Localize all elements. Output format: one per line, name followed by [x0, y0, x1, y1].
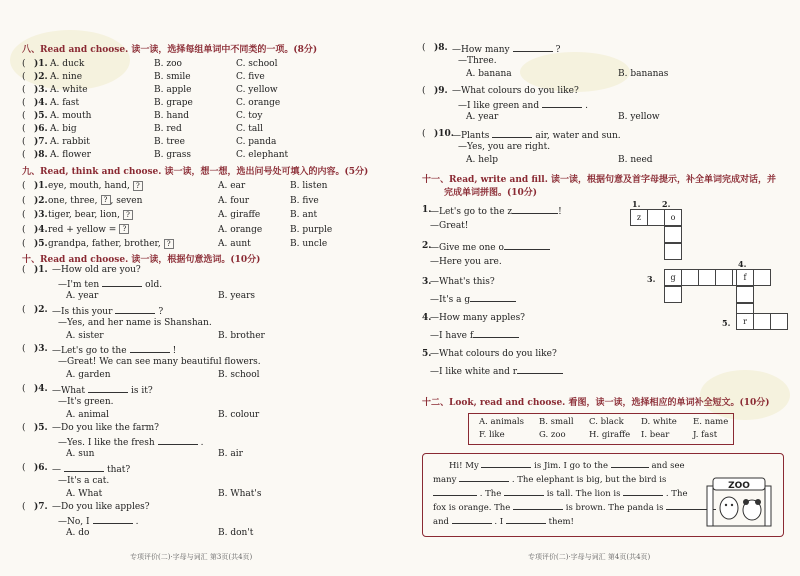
option-a[interactable]: A. aunt	[218, 239, 251, 249]
option-a[interactable]: A. ear	[218, 181, 246, 191]
puzzle-cell[interactable]: o	[664, 209, 682, 226]
dialogue-line-2: —I like white and r	[430, 364, 563, 378]
answer-blank[interactable]	[517, 364, 563, 374]
option-a[interactable]: A. do	[66, 528, 90, 538]
puzzle-cell[interactable]	[664, 243, 682, 260]
option-b[interactable]: B. uncle	[290, 239, 328, 249]
question-number: )4.	[34, 383, 48, 394]
dialogue-line-1: —Is this your ?	[52, 304, 163, 318]
puzzle-cell[interactable]	[664, 226, 682, 243]
option-b[interactable]: B. purple	[290, 224, 333, 235]
puzzle-number: 5.	[722, 318, 731, 328]
answer-paren[interactable]: (	[22, 265, 26, 275]
option-b[interactable]: B. brother	[218, 330, 265, 341]
puzzle-cell[interactable]	[664, 286, 682, 303]
option-b[interactable]: B. grape	[154, 98, 193, 108]
dialogue-line-1: — that?	[52, 462, 130, 476]
option-a[interactable]: A. big	[50, 124, 77, 134]
dialogue-line-2: —I like green and .	[458, 98, 588, 112]
option-b[interactable]: B. tree	[154, 137, 185, 147]
question-number: )2.	[34, 195, 48, 206]
option-c[interactable]: C. school	[236, 59, 278, 69]
question-sequence: grandpa, father, brother, ?	[48, 238, 174, 250]
section-11-title: 十一、Read, write and fill. 读一读，根据句意及首字母提示，补全单词完成对话，并	[422, 175, 776, 185]
question-number: )1.	[34, 265, 48, 275]
puzzle-cell[interactable]	[715, 269, 733, 286]
question-number: )2.	[34, 304, 48, 315]
answer-paren[interactable]: (	[22, 85, 26, 95]
question-mark-box: ?	[123, 210, 133, 220]
answer-paren[interactable]: (	[22, 137, 26, 147]
zoo-illustration	[705, 464, 775, 528]
answer-paren[interactable]: (	[422, 86, 426, 96]
option-b[interactable]: B. zoo	[154, 59, 182, 69]
question-number: 2.	[422, 241, 432, 251]
dialogue-line-2: —Three.	[458, 56, 497, 66]
dialogue-line-2: —It's green.	[58, 396, 114, 407]
option-b[interactable]: B. five	[290, 195, 319, 206]
question-number: )6.	[34, 462, 48, 473]
reading-passage	[422, 453, 784, 537]
puzzle-cell[interactable]: f	[736, 269, 754, 286]
puzzle-number: 3.	[647, 274, 656, 284]
option-a[interactable]: A. duck	[50, 59, 85, 69]
question-number: )4.	[34, 98, 48, 108]
dialogue-line-1: —Give me one o	[430, 240, 550, 254]
question-number: )6.	[34, 124, 48, 134]
option-a[interactable]: A. animal	[66, 409, 110, 420]
option-c[interactable]: C. toy	[236, 111, 263, 121]
word-option: E. name	[693, 417, 729, 427]
answer-paren[interactable]: (	[22, 423, 26, 433]
dialogue-line-2: —Great! We can see many beautiful flowers.	[58, 357, 261, 367]
option-b[interactable]: B. hand	[154, 111, 190, 121]
option-b[interactable]: B. yellow	[618, 112, 660, 122]
answer-paren[interactable]: (	[22, 111, 26, 121]
dialogue-line-2: —It's a cat.	[58, 475, 110, 486]
answer-paren[interactable]: (	[22, 124, 26, 134]
option-a[interactable]: A. nine	[50, 72, 83, 82]
option-b[interactable]: B. years	[218, 291, 256, 301]
option-a[interactable]: A. year	[466, 112, 499, 122]
answer-blank[interactable]	[512, 204, 558, 214]
option-a[interactable]: A. flower	[50, 150, 91, 160]
question-number: 4.	[422, 313, 432, 323]
answer-blank[interactable]	[611, 458, 649, 468]
puzzle-cell[interactable]	[698, 269, 716, 286]
dialogue-line-1: —What is it?	[52, 383, 153, 397]
dialogue-line-1: —How many apples?	[430, 313, 526, 323]
option-b[interactable]: B. colour	[218, 409, 260, 420]
question-number: )5.	[34, 423, 48, 433]
answer-paren[interactable]: (	[22, 502, 26, 512]
option-b[interactable]: B. apple	[154, 85, 192, 95]
option-c[interactable]: C. five	[236, 72, 265, 82]
question-sequence: red + yellow = ?	[48, 224, 129, 236]
right-page	[400, 0, 800, 576]
answer-blank[interactable]	[102, 277, 142, 287]
word-option: C. black	[589, 417, 624, 427]
word-option: A. animals	[479, 417, 525, 427]
dialogue-line-1: —Plants air, water and sun.	[452, 128, 621, 142]
answer-paren[interactable]: (	[22, 344, 26, 354]
dialogue-line-2: —I'm ten old.	[58, 277, 162, 291]
answer-paren[interactable]: (	[22, 462, 26, 473]
option-b[interactable]: B. listen	[290, 181, 328, 191]
passage-line: . The is tall. The lion is . The	[433, 486, 695, 501]
option-b[interactable]: B. need	[618, 155, 653, 165]
passage-line: Hi! My is Jim. I go to the and see	[433, 458, 695, 473]
answer-paren[interactable]: (	[22, 150, 26, 160]
answer-paren[interactable]: (	[22, 224, 26, 235]
passage-line: many . The elephant is big, but the bird is	[433, 472, 695, 487]
question-mark-box: ?	[164, 239, 174, 249]
question-number: )9.	[434, 86, 448, 96]
section-9-title: 九、Read, think and choose. 读一读，想一想，选出问号处可填入的内容。(5分)	[22, 167, 369, 177]
dialogue-line-2: —I have f	[430, 328, 519, 342]
option-a[interactable]: A. white	[50, 85, 88, 95]
answer-blank[interactable]	[130, 343, 170, 353]
answer-paren[interactable]: (	[422, 129, 426, 139]
dialogue-line-1: —What colours do you like?	[430, 349, 557, 359]
answer-blank[interactable]	[470, 292, 516, 302]
puzzle-cell[interactable]	[681, 269, 699, 286]
question-number: )7.	[34, 502, 48, 512]
right-footer: 专项评价(二)·字母与词汇 第4页(共4页)	[528, 553, 651, 561]
question-number: 1.	[422, 205, 432, 215]
dialogue-line-2: —Here you are.	[430, 257, 502, 267]
option-c[interactable]: C. tall	[236, 124, 264, 134]
section-11-title-line2: 完成单词拼图。(10分)	[444, 188, 538, 198]
word-option: F. like	[479, 430, 505, 440]
answer-paren[interactable]: (	[22, 98, 26, 108]
question-number: 5.	[422, 349, 432, 359]
left-footer: 专项评价(二)·字母与词汇 第3页(共4页)	[130, 553, 253, 561]
question-mark-box: ?	[119, 224, 129, 234]
section-8-title: 八、Read and choose. 读一读，选择每组单词中不同类的一项。(8分)	[22, 45, 318, 55]
question-sequence: tiger, bear, lion, ?	[48, 209, 133, 221]
option-a[interactable]: A. four	[218, 195, 250, 206]
answer-blank[interactable]	[88, 383, 128, 393]
answer-blank[interactable]	[623, 486, 663, 496]
question-number: )5.	[34, 111, 48, 121]
puzzle-cell[interactable]: r	[736, 313, 754, 330]
answer-blank[interactable]	[115, 304, 155, 314]
word-bank	[468, 413, 734, 445]
answer-paren[interactable]: (	[22, 304, 26, 315]
puzzle-number: 4.	[738, 259, 747, 269]
option-b[interactable]: B. bananas	[618, 69, 669, 79]
option-a[interactable]: A. banana	[466, 69, 512, 79]
answer-blank[interactable]	[542, 98, 582, 108]
question-number: 3.	[422, 277, 432, 287]
option-b[interactable]: B. school	[218, 370, 260, 380]
option-c[interactable]: C. yellow	[236, 85, 278, 95]
question-mark-box: ?	[101, 195, 111, 205]
option-b[interactable]: B. ant	[290, 210, 318, 220]
dialogue-line-1: —Do you like apples?	[52, 502, 150, 512]
question-number: )1.	[34, 59, 48, 69]
option-c[interactable]: C. panda	[236, 137, 277, 147]
answer-blank[interactable]	[158, 435, 198, 445]
option-b[interactable]: B. don't	[218, 528, 254, 538]
question-number: )5.	[34, 239, 48, 249]
puzzle-cell[interactable]	[770, 313, 788, 330]
puzzle-cell[interactable]	[736, 286, 754, 303]
question-number: )1.	[34, 181, 48, 191]
answer-paren[interactable]: (	[22, 195, 26, 206]
option-a[interactable]: A. orange	[218, 224, 263, 235]
puzzle-cell[interactable]: g	[664, 269, 682, 286]
option-a[interactable]: A. mouth	[50, 111, 92, 121]
dialogue-line-1: —How many ?	[452, 42, 560, 56]
dialogue-line-1: —Let's go to the z !	[430, 204, 562, 218]
answer-blank[interactable]	[452, 514, 492, 524]
option-a[interactable]: A. giraffe	[218, 210, 261, 220]
option-b[interactable]: B. smile	[154, 72, 191, 82]
word-option: G. zoo	[539, 430, 566, 440]
dialogue-line-2: —Yes, you are right.	[458, 142, 551, 152]
answer-blank[interactable]	[504, 240, 550, 250]
answer-blank[interactable]	[504, 486, 544, 496]
dialogue-line-1: —What colours do you like?	[452, 86, 579, 96]
dialogue-line-2: —It's a g	[430, 292, 516, 306]
question-number: )4.	[34, 224, 48, 235]
answer-paren[interactable]: (	[22, 72, 26, 82]
answer-paren[interactable]: (	[22, 59, 26, 69]
answer-blank[interactable]	[513, 500, 563, 510]
option-c[interactable]: C. elephant	[236, 150, 289, 160]
option-c[interactable]: C. orange	[236, 98, 281, 108]
dialogue-line-1: —Do you like the farm?	[52, 423, 160, 433]
question-number: )10.	[434, 129, 454, 139]
question-mark-box: ?	[133, 181, 143, 191]
option-a[interactable]: A. rabbit	[50, 137, 90, 147]
dialogue-line-2: —No, I .	[58, 514, 138, 528]
answer-paren[interactable]: (	[22, 181, 26, 191]
answer-blank[interactable]	[481, 458, 531, 468]
word-option: D. white	[641, 417, 677, 427]
puzzle-number: 1.	[632, 199, 641, 209]
word-option: J. fast	[693, 430, 718, 440]
answer-blank[interactable]	[506, 514, 546, 524]
puzzle-cell[interactable]	[753, 269, 771, 286]
option-a[interactable]: A. sun	[66, 449, 95, 459]
question-number: )2.	[34, 72, 48, 82]
question-number: )3.	[34, 85, 48, 95]
puzzle-cell[interactable]	[753, 313, 771, 330]
question-number: )7.	[34, 137, 48, 147]
passage-line: fox is orange. The is brown. The panda is	[433, 500, 695, 515]
option-b[interactable]: B. What's	[218, 488, 262, 499]
question-number: )8.	[434, 43, 448, 53]
option-a[interactable]: A. What	[66, 488, 103, 499]
option-b[interactable]: B. red	[154, 124, 182, 134]
option-a[interactable]: A. fast	[50, 98, 80, 108]
answer-blank[interactable]	[492, 128, 532, 138]
dialogue-line-2: —Yes. I like the fresh .	[58, 435, 204, 449]
section-12-title: 十二、Look, read and choose. 看图，读一读，选择相应的单词补全短文。(10分)	[422, 398, 770, 408]
passage-line: and . I them!	[433, 514, 695, 529]
section-10-title: 十、Read and choose. 读一读，根据句意选词。(10分)	[22, 255, 261, 265]
puzzle-number: 2.	[662, 199, 671, 209]
answer-blank[interactable]	[513, 42, 553, 52]
question-number: )8.	[34, 150, 48, 160]
answer-paren[interactable]: (	[422, 43, 426, 53]
question-sequence: eye, mouth, hand, ?	[48, 180, 143, 192]
question-number: )3.	[34, 210, 48, 220]
option-a[interactable]: A. garden	[66, 370, 111, 380]
question-number: )3.	[34, 344, 48, 354]
zoo-sign-text: ZOO	[728, 481, 750, 491]
option-a[interactable]: A. sister	[66, 330, 104, 341]
answer-blank[interactable]	[433, 486, 477, 496]
puzzle-cell[interactable]: z	[630, 209, 648, 226]
puzzle-cell[interactable]	[647, 209, 665, 226]
answer-paren[interactable]: (	[22, 239, 26, 249]
word-option: B. small	[539, 417, 574, 427]
option-b[interactable]: B. air	[218, 449, 243, 459]
answer-paren[interactable]: (	[22, 383, 26, 394]
question-sequence: one, three, ? , seven	[48, 195, 143, 206]
answer-blank[interactable]	[459, 472, 509, 482]
dialogue-line-1: —Let's go to the !	[52, 343, 176, 357]
answer-paren[interactable]: (	[22, 210, 26, 220]
option-a[interactable]: A. help	[466, 155, 498, 165]
word-option: H. giraffe	[589, 430, 631, 440]
dialogue-line-1: —What's this?	[430, 277, 495, 287]
answer-blank[interactable]	[473, 328, 519, 338]
word-option: I. bear	[641, 430, 670, 440]
answer-blank[interactable]	[64, 462, 104, 472]
dialogue-line-1: —How old are you?	[52, 265, 141, 275]
answer-blank[interactable]	[93, 514, 133, 524]
dialogue-line-2: —Great!	[430, 221, 469, 231]
option-b[interactable]: B. grass	[154, 150, 192, 160]
dialogue-line-2: —Yes, and her name is Shanshan.	[58, 317, 212, 328]
option-a[interactable]: A. year	[66, 291, 99, 301]
